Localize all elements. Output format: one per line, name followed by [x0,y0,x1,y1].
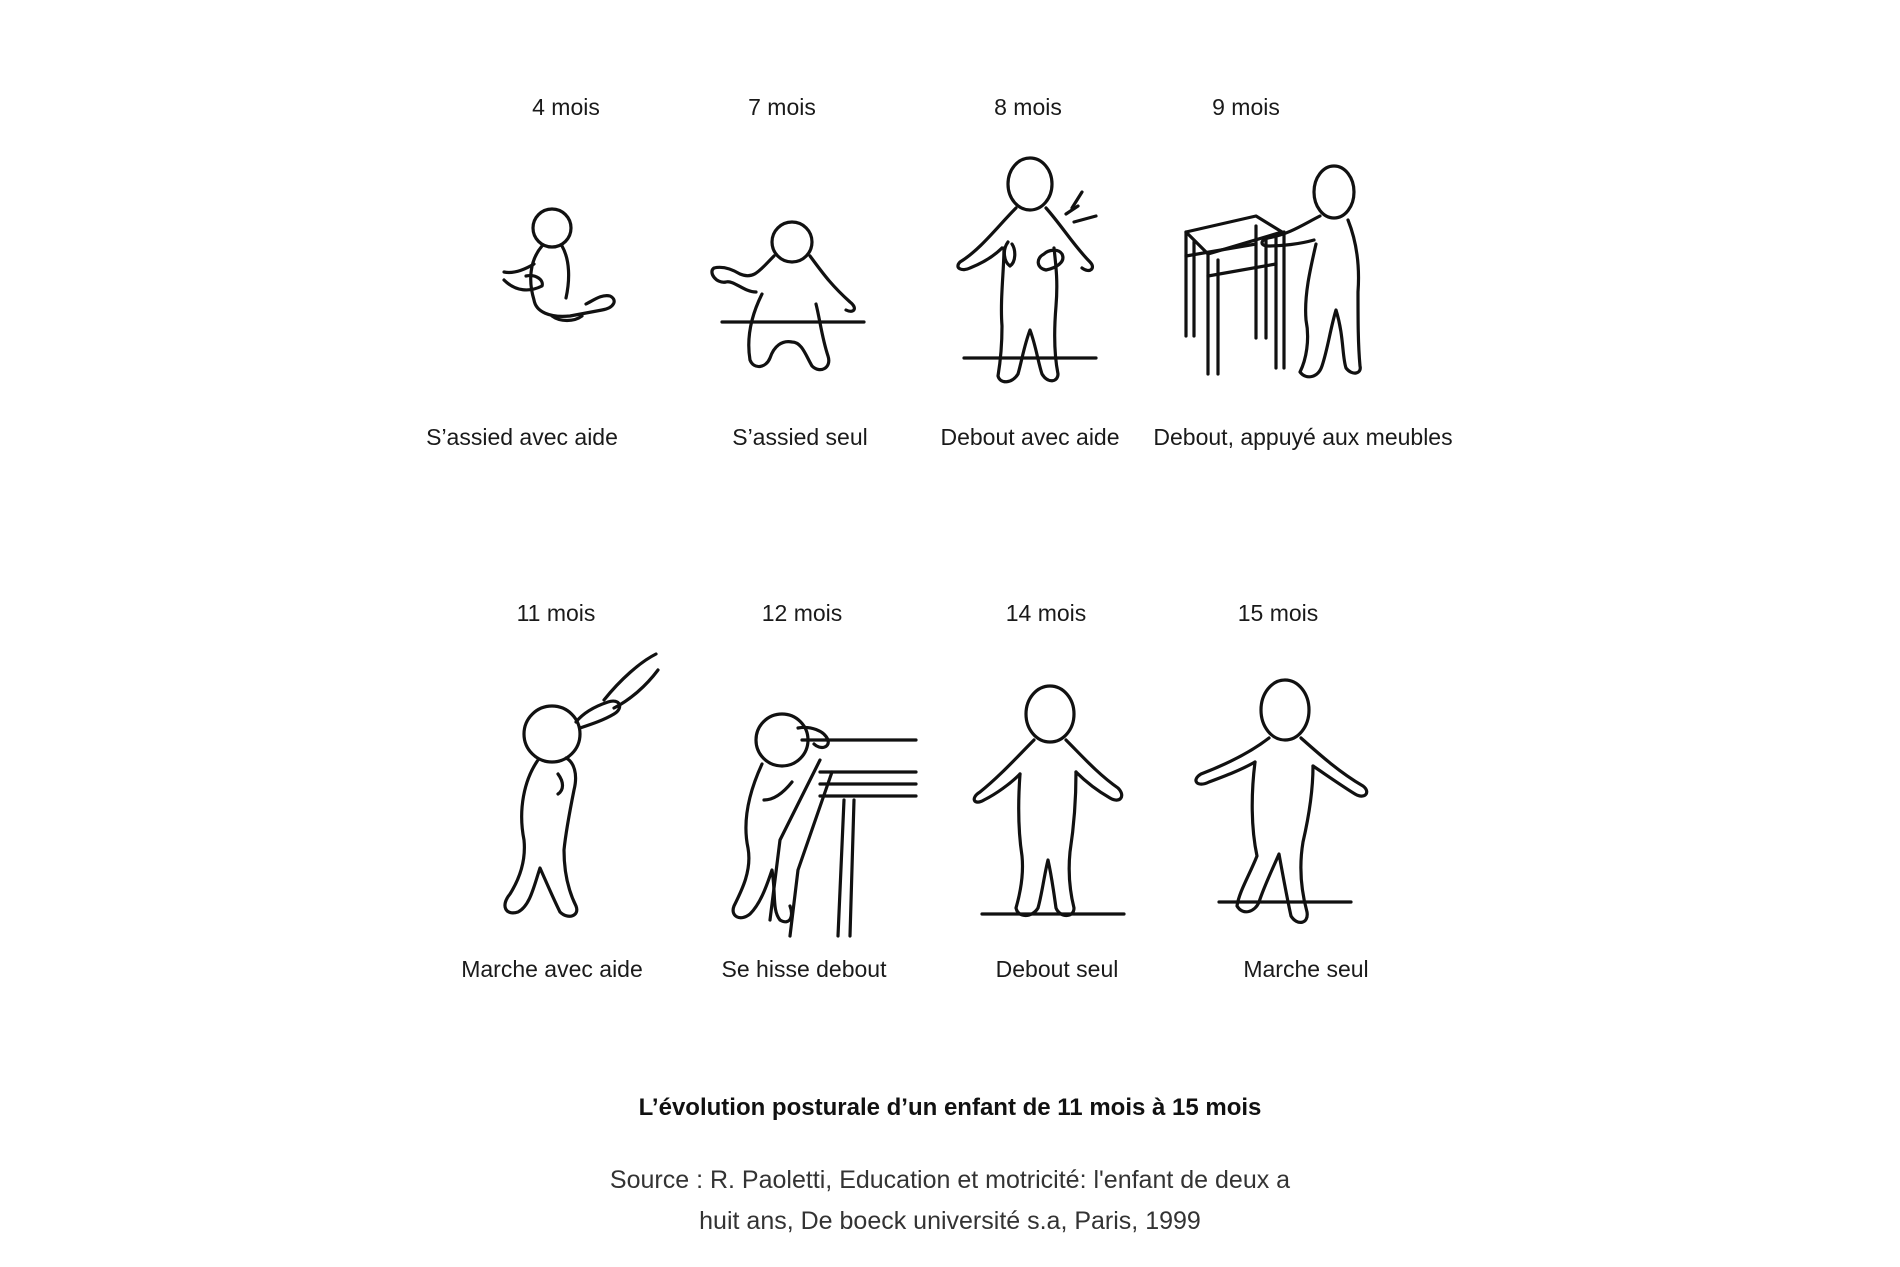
baby-standing-alone-icon [960,680,1140,940]
caption-pulling-up: Se hisse debout [721,956,887,982]
caption-walking-with-help: Marche avec aide [461,956,643,982]
caption-standing-alone: Debout seul [995,956,1119,982]
age-label-8-mois: 8 mois [994,94,1062,120]
baby-walking-with-help-icon [480,650,670,940]
baby-standing-with-help-icon [950,150,1120,390]
baby-pulling-up-icon [720,700,920,940]
source-line-1: Source : R. Paoletti, Education et motricité: l'enfant de deux a [609,1166,1291,1194]
age-label-9-mois: 9 mois [1212,94,1280,120]
baby-walking-alone-icon [1185,670,1385,960]
age-label-7-mois: 7 mois [748,94,816,120]
age-label-11-mois: 11 mois [516,600,596,626]
figure-title: L’évolution posturale d’un enfant de 11 mois à 15 mois [638,1094,1262,1121]
caption-sitting-alone: S’assied seul [732,424,868,450]
age-label-12-mois: 12 mois [761,600,843,626]
baby-sitting-alone-icon [700,210,870,380]
caption-walking-alone: Marche seul [1243,956,1369,982]
figure-source [580,1160,1320,1242]
source-line-2: huit ans, De boeck université s.a, Paris, 1999 [699,1207,1201,1235]
age-label-4-mois: 4 mois [532,94,600,120]
age-label-15-mois: 15 mois [1237,600,1319,626]
caption-standing-at-furniture: Debout, appuyé aux meubles [1153,424,1453,450]
baby-standing-at-furniture-icon [1180,160,1370,390]
baby-sitting-with-help-icon [490,200,630,330]
caption-standing-with-help: Debout avec aide [940,424,1120,450]
age-label-14-mois: 14 mois [1005,600,1087,626]
caption-sitting-with-help: S’assied avec aide [426,424,618,450]
